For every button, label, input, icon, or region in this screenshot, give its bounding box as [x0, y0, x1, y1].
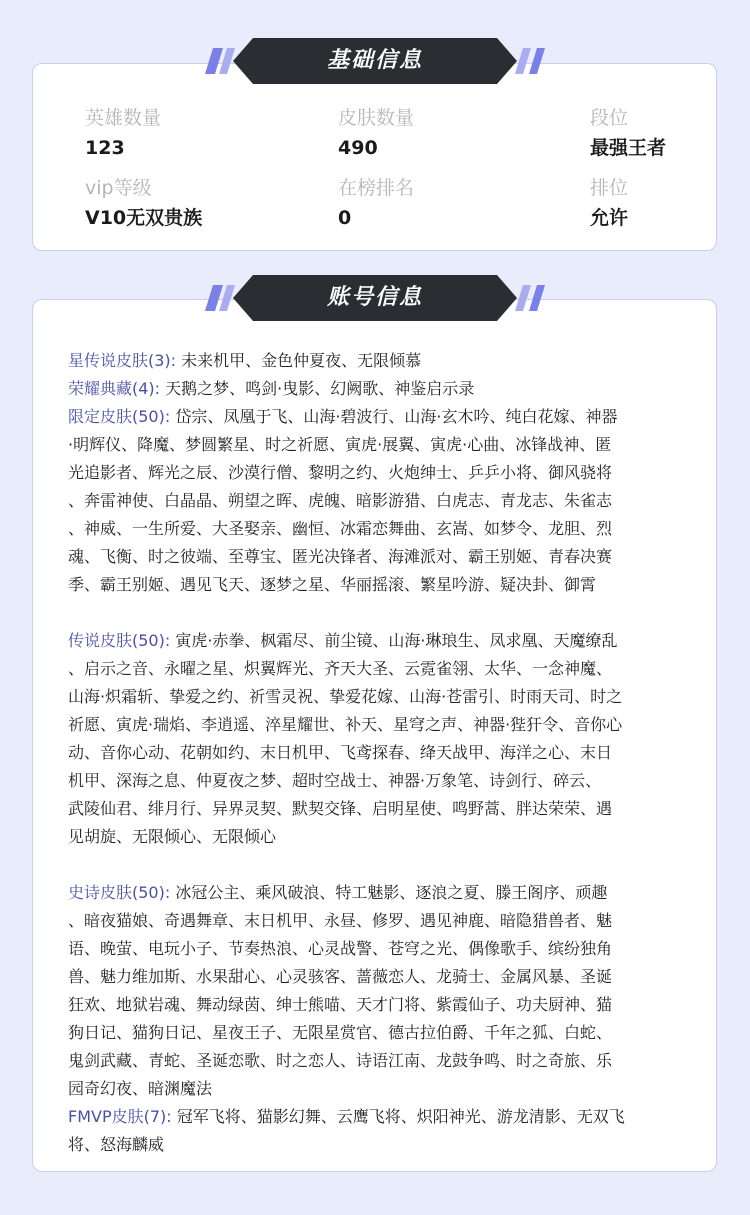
skin-list-line [68, 879, 693, 907]
skin-names-text: 冰冠公主、乘风破浪、特工魅影、逐浪之夏、滕王阁序、顽趣 [170, 883, 608, 902]
skin-list-line [68, 907, 693, 935]
skin-list-line [68, 655, 693, 683]
skin-names-text: 将、怒海麟威 [68, 1135, 165, 1154]
account-info-title: 账号信息 [326, 285, 423, 310]
skin-names-text: 武陵仙君、绯月行、异界灵契、默契交锋、启明星使、鸣野蒿、胖达荣荣、遇 [68, 799, 613, 818]
ranked-mode-value: 允许 [590, 207, 629, 229]
skin-category-label: 限定皮肤(50): [68, 407, 171, 426]
skin-list-line [68, 1103, 693, 1131]
hero-count-cell [85, 106, 161, 160]
skin-names-text: 兽、魅力维加斯、水果甜心、心灵骇客、蔷薇恋人、龙骑士、金属风暴、圣诞 [68, 967, 613, 986]
skin-list-line [68, 627, 693, 655]
skin-names-text: 季、霸王别姬、遇见飞天、逐梦之星、华丽摇滚、繁星吟游、疑决卦、御霄 [68, 575, 597, 594]
skin-names-text: 冠军飞将、猫影幻舞、云鹰飞将、炽阳神光、游龙清影、无双飞 [171, 1107, 625, 1126]
skin-names-text: 见胡旋、无限倾心、无限倾心 [68, 827, 277, 846]
skin-names-text: 鬼剑武藏、青蛇、圣诞恋歌、时之恋人、诗语江南、龙鼓争鸣、时之奇旅、乐 [68, 1051, 613, 1070]
skin-names-text: 动、音你心动、花朝如约、末日机甲、飞鸢探春、绛天战甲、海洋之心、末日 [68, 743, 613, 762]
skin-names-text: 光追影者、辉光之辰、沙漠行僧、黎明之约、火炮绅士、乒乒小将、御风骁将 [68, 463, 613, 482]
vip-level-value: V10无双贵族 [85, 207, 203, 229]
skin-list-line [68, 935, 693, 963]
skin-names-text: 园奇幻夜、暗渊魔法 [68, 1079, 213, 1098]
vip-level-cell [85, 176, 202, 230]
skin-names-text: 未来机甲、金色仲夏夜、无限倾慕 [176, 351, 422, 370]
hero-count-label: 英雄数量 [85, 107, 162, 129]
skin-category-label: 荣耀典藏(4): [68, 379, 161, 398]
skin-names-text: 山海·炽霜斩、挚爱之约、祈雪灵祝、挚爱花嫁、山海·苍雷引、时雨天司、时之 [68, 687, 623, 706]
rank-tier-label: 段位 [590, 107, 629, 129]
skin-list-line [68, 711, 693, 739]
blank-line [68, 851, 693, 879]
skin-category-label: 传说皮肤(50): [68, 631, 171, 650]
leaderboard-rank-label: 在榜排名 [338, 177, 415, 199]
skin-category-label: FMVP皮肤(7): [68, 1107, 172, 1126]
skin-list-line [68, 795, 693, 823]
skin-list-line [68, 375, 693, 403]
skin-list-line [68, 571, 693, 599]
ranked-mode-label: 排位 [590, 177, 629, 199]
skin-list-line [68, 1131, 693, 1159]
skin-list-line [68, 515, 693, 543]
skin-names-text: 、奔雷神使、白晶晶、朔望之晖、虎魄、暗影游猎、白虎志、青龙志、朱雀志 [68, 491, 613, 510]
skin-list-line [68, 487, 693, 515]
ranked-mode-cell [590, 176, 628, 230]
skin-names-text: 机甲、深海之息、仲夏夜之梦、超时空战士、神器·万象笔、诗剑行、碎云、 [68, 771, 602, 790]
skin-names-text: ·明辉仪、降魔、梦圆繁星、时之祈愿、寅虎·展翼、寅虎·心曲、冰锋战神、匿 [68, 435, 612, 454]
skin-list-line [68, 347, 693, 375]
skin-list-line [68, 963, 693, 991]
skin-names-text: 寅虎·赤拳、枫霜尽、前尘镜、山海·琳琅生、凤求凰、天魔缭乱 [170, 631, 618, 650]
account-info-card [32, 299, 717, 1172]
skin-names-text: 魂、飞衡、时之彼端、至尊宝、匿光决锋者、海滩派对、霸王别姬、青春决赛 [68, 547, 613, 566]
skin-list-line [68, 823, 693, 851]
account-info-banner [205, 275, 545, 321]
skin-names-text: 祈愿、寅虎·瑞焰、李逍遥、淬星耀世、补天、星穹之声、神器·狴犴令、音你心 [68, 715, 623, 734]
skin-names-text: 、暗夜猫娘、奇遇舞章、末日机甲、永昼、修罗、遇见神鹿、暗隐猎兽者、魅 [68, 911, 613, 930]
skin-list-line [68, 767, 693, 795]
basic-info-banner [205, 38, 545, 84]
leaderboard-rank-value: 0 [338, 207, 352, 229]
basic-info-title: 基础信息 [326, 48, 423, 73]
skin-list-line [68, 459, 693, 487]
skin-list-line [68, 1047, 693, 1075]
vip-level-label: vip等级 [85, 177, 152, 199]
skin-names-text: 岱宗、凤凰于飞、山海·碧波行、山海·玄木吟、纯白花嫁、神器 [170, 407, 618, 426]
skin-list-line [68, 991, 693, 1019]
rank-tier-cell [590, 106, 666, 160]
skin-count-cell [338, 106, 414, 160]
skin-names-text: 狂欢、地狱岩魂、舞动绿茵、绅士熊喵、天才门将、紫霞仙子、功夫厨神、猫 [68, 995, 613, 1014]
blank-line [68, 599, 693, 627]
skin-list-line [68, 543, 693, 571]
skin-names-text: 语、晚萤、电玩小子、节奏热浪、心灵战警、苍穹之光、偶像歌手、缤纷独角 [68, 939, 613, 958]
skin-list-line [68, 403, 693, 431]
skin-list-line [68, 683, 693, 711]
rank-tier-value: 最强王者 [590, 137, 667, 159]
skin-list-line [68, 431, 693, 459]
skin-category-label: 史诗皮肤(50): [68, 883, 171, 902]
skin-list-line [68, 739, 693, 767]
skin-names-text: 、启示之音、永曜之星、炽翼辉光、齐天大圣、云霓雀翎、太华、一念神魔、 [68, 659, 613, 678]
account-skin-list [68, 347, 693, 1159]
skin-count-label: 皮肤数量 [338, 107, 415, 129]
skin-list-line [68, 1019, 693, 1047]
skin-list-line [68, 1075, 693, 1103]
skin-category-label: 星传说皮肤(3): [68, 351, 177, 370]
hero-count-value: 123 [85, 137, 125, 159]
skin-count-value: 490 [338, 137, 378, 159]
skin-names-text: 、神威、一生所爱、大圣娶亲、幽恒、冰霜恋舞曲、玄嵩、如梦令、龙胆、烈 [68, 519, 613, 538]
skin-names-text: 天鹅之梦、鸣剑·曳影、幻阙歌、神鉴启示录 [160, 379, 475, 398]
basic-info-card [32, 63, 717, 251]
skin-names-text: 狗日记、猫狗日记、星夜王子、无限星赏官、德古拉伯爵、千年之狐、白蛇、 [68, 1023, 613, 1042]
leaderboard-rank-cell [338, 176, 414, 230]
